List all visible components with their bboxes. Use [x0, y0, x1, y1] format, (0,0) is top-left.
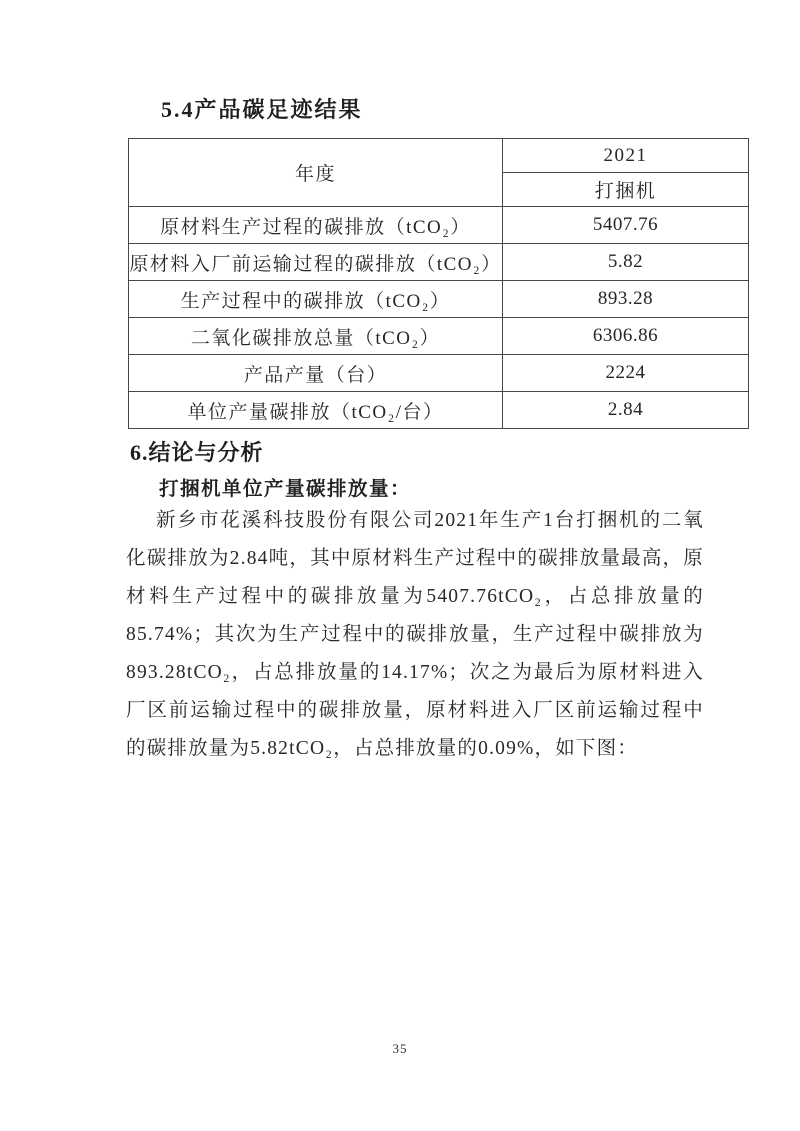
table-cell-value: 5407.76 [503, 207, 749, 244]
table-header-row-year [129, 139, 749, 173]
table-cell-value: 2.84 [503, 392, 749, 429]
table-row [129, 318, 749, 355]
carbon-footprint-table [128, 138, 749, 429]
table-cell-label: 产品产量（台） [129, 355, 503, 392]
section-heading-conclusion-analysis: 6.结论与分析 [130, 440, 264, 465]
table-row [129, 281, 749, 318]
table-row [129, 207, 749, 244]
table-cell-product-name: 打捆机 [503, 173, 749, 207]
subheading-baler-unit-output-emissions: 打捆机单位产量碳排放量： [159, 479, 412, 500]
table-cell-value: 5.82 [503, 244, 749, 281]
conclusion-paragraph: 新乡市花溪科技股份有限公司2021年生产1台打捆机的二氧化碳排放为2.84吨，其中原材料生产过程中的碳排放量最高，原材料生产过程中的碳排放量为5407.76tCO₂，占总排放量的85.74%；其次为生产过程中的碳排放量，生产过程中碳排放为893.28tCO₂，占总排放量的14.17%；次之为最后为原材料进入厂区前运输过程中的碳排放量，原材料进入厂区前运输过程中的碳排放量为5.82tCO₂，占总排放量的0.09%，如下图： [126, 510, 704, 759]
table-cell-year-value: 2021 [503, 139, 749, 173]
table-cell-label: 原材料生产过程的碳排放（tCO₂） [129, 207, 503, 244]
table-cell-year-label: 年度 [129, 139, 503, 207]
table-cell-label: 二氧化碳排放总量（tCO₂） [129, 318, 503, 355]
table-cell-label: 单位产量碳排放（tCO₂/台） [129, 392, 503, 429]
table-cell-label: 生产过程中的碳排放（tCO₂） [129, 281, 503, 318]
table-cell-value: 6306.86 [503, 318, 749, 355]
table-row [129, 392, 749, 429]
page-number: 35 [392, 1041, 408, 1056]
table-cell-value: 2224 [503, 355, 749, 392]
table-cell-label: 原材料入厂前运输过程的碳排放（tCO₂） [129, 244, 503, 281]
table-cell-value: 893.28 [503, 281, 749, 318]
table-row [129, 355, 749, 392]
section-heading-product-carbon-footprint-results: 5.4产品碳足迹结果 [161, 97, 363, 122]
table-row [129, 244, 749, 281]
